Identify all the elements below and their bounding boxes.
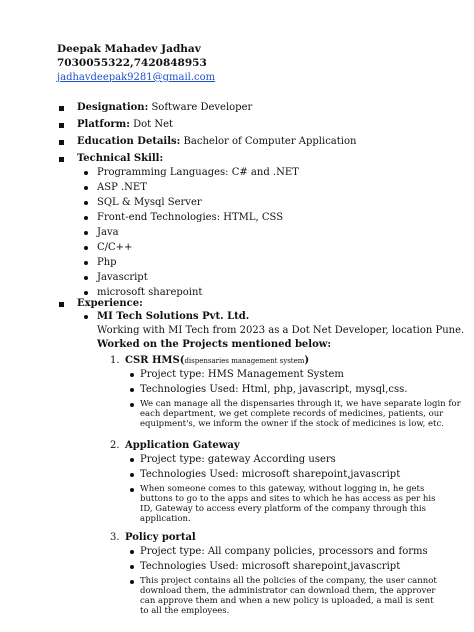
phone-numbers: 7030055322,7420848953 [57, 57, 207, 69]
project-desc-line: can approve them and when a new policy is uploaded, a mail is sent [140, 596, 434, 606]
projects-heading: Worked on the Projects mentioned below: [97, 339, 332, 350]
skill-item: Front-end Technologies: HTML, CSS [97, 212, 284, 223]
project-tech: Technologies Used: microsoft sharepoint,javascript [140, 469, 401, 480]
project-desc-line: We can manage all the dispensaries through it, we have separate login for [140, 399, 461, 409]
project-desc-line: When someone comes to this gateway, without logging in, he gets [140, 484, 425, 494]
project-desc-line: equipment's, we inform the owner if the stock of medicines is low, etc. [140, 419, 444, 429]
bullet-icon [130, 473, 134, 477]
bullet-icon [84, 315, 88, 319]
bullet-icon [84, 246, 88, 250]
bullet-icon [130, 565, 134, 569]
square-bullet-icon [59, 157, 64, 162]
bullet-icon [130, 488, 134, 492]
platform-label: Platform: [77, 119, 130, 130]
designation-line [77, 102, 252, 114]
designation-value: Software Developer [151, 102, 253, 113]
skill-item: Javascript [97, 272, 148, 283]
project-desc-line: ID, Gateway to access every platform of the company through this [140, 504, 427, 514]
project-number: 2. [110, 440, 120, 451]
project-tech: Technologies Used: microsoft sharepoint,javascript [140, 561, 401, 572]
platform-value: Dot Net [133, 119, 174, 130]
platform-line [77, 119, 173, 131]
bullet-icon [84, 291, 88, 295]
project-desc-line: download them, the administrator can download them, the approver [140, 586, 436, 596]
project-type: Project type: HMS Management System [140, 369, 344, 380]
bullet-icon [130, 403, 134, 407]
square-bullet-icon [59, 302, 64, 307]
bullet-icon [130, 388, 134, 392]
project-desc-line: This project contains all the policies of the company, the user cannot [140, 576, 437, 586]
project-desc-line: each department, we get complete records of medicines, patients, our [140, 409, 444, 419]
candidate-name: Deepak Mahadev Jadhav [57, 43, 201, 55]
skill-item: C/C++ [97, 242, 133, 253]
project-title-main: CSR HMS( [125, 355, 185, 366]
project-number: 3. [110, 532, 120, 543]
square-bullet-icon [59, 123, 64, 128]
project-title: Policy portal [125, 532, 196, 543]
bullet-icon [84, 171, 88, 175]
project-desc-line: application. [140, 514, 191, 524]
skill-item: Php [97, 257, 117, 268]
project-desc-line: buttons to go to the apps and sites to which he has access as per his [140, 494, 436, 504]
project-type: Project type: gateway According users [140, 454, 336, 465]
education-label: Education Details: [77, 136, 181, 147]
skill-item: microsoft sharepoint [97, 287, 203, 298]
project-type: Project type: All company policies, processors and forms [140, 546, 428, 557]
bullet-icon [84, 201, 88, 205]
bullet-icon [84, 261, 88, 265]
project-desc-line: to all the employees. [140, 606, 230, 616]
skill-item: SQL & Mysql Server [97, 197, 202, 208]
education-line [77, 136, 356, 148]
square-bullet-icon [59, 106, 64, 111]
square-bullet-icon [59, 140, 64, 145]
education-value: Bachelor of Computer Application [183, 136, 357, 147]
bullet-icon [84, 186, 88, 190]
skill-item: Programming Languages: C# and .NET [97, 167, 299, 178]
project-title-close: ) [304, 355, 310, 366]
bullet-icon [130, 373, 134, 377]
experience-summary: Working with MI Tech from 2023 as a Dot Net Developer, location Pune. [97, 325, 465, 336]
bullet-icon [84, 276, 88, 280]
technical-skill-heading: Technical Skill: [77, 153, 164, 164]
project-title-sub: dispensaries management system [184, 357, 305, 365]
bullet-icon [130, 458, 134, 462]
bullet-icon [130, 550, 134, 554]
project-tech: Technologies Used: Html, php, javascript, mysql,css. [140, 384, 408, 395]
skill-item: Java [97, 227, 119, 238]
skill-item: ASP .NET [97, 182, 147, 193]
bullet-icon [84, 231, 88, 235]
bullet-icon [84, 216, 88, 220]
project-title [125, 355, 309, 367]
project-title: Application Gateway [125, 440, 240, 451]
project-number: 1. [110, 355, 120, 366]
designation-label: Designation: [77, 102, 149, 113]
experience-heading: Experience: [77, 298, 143, 309]
company-name: MI Tech Solutions Pvt. Ltd. [97, 311, 250, 322]
bullet-icon [130, 580, 134, 584]
email-link[interactable]: jadhavdeepak9281@gmail.com [57, 72, 216, 83]
